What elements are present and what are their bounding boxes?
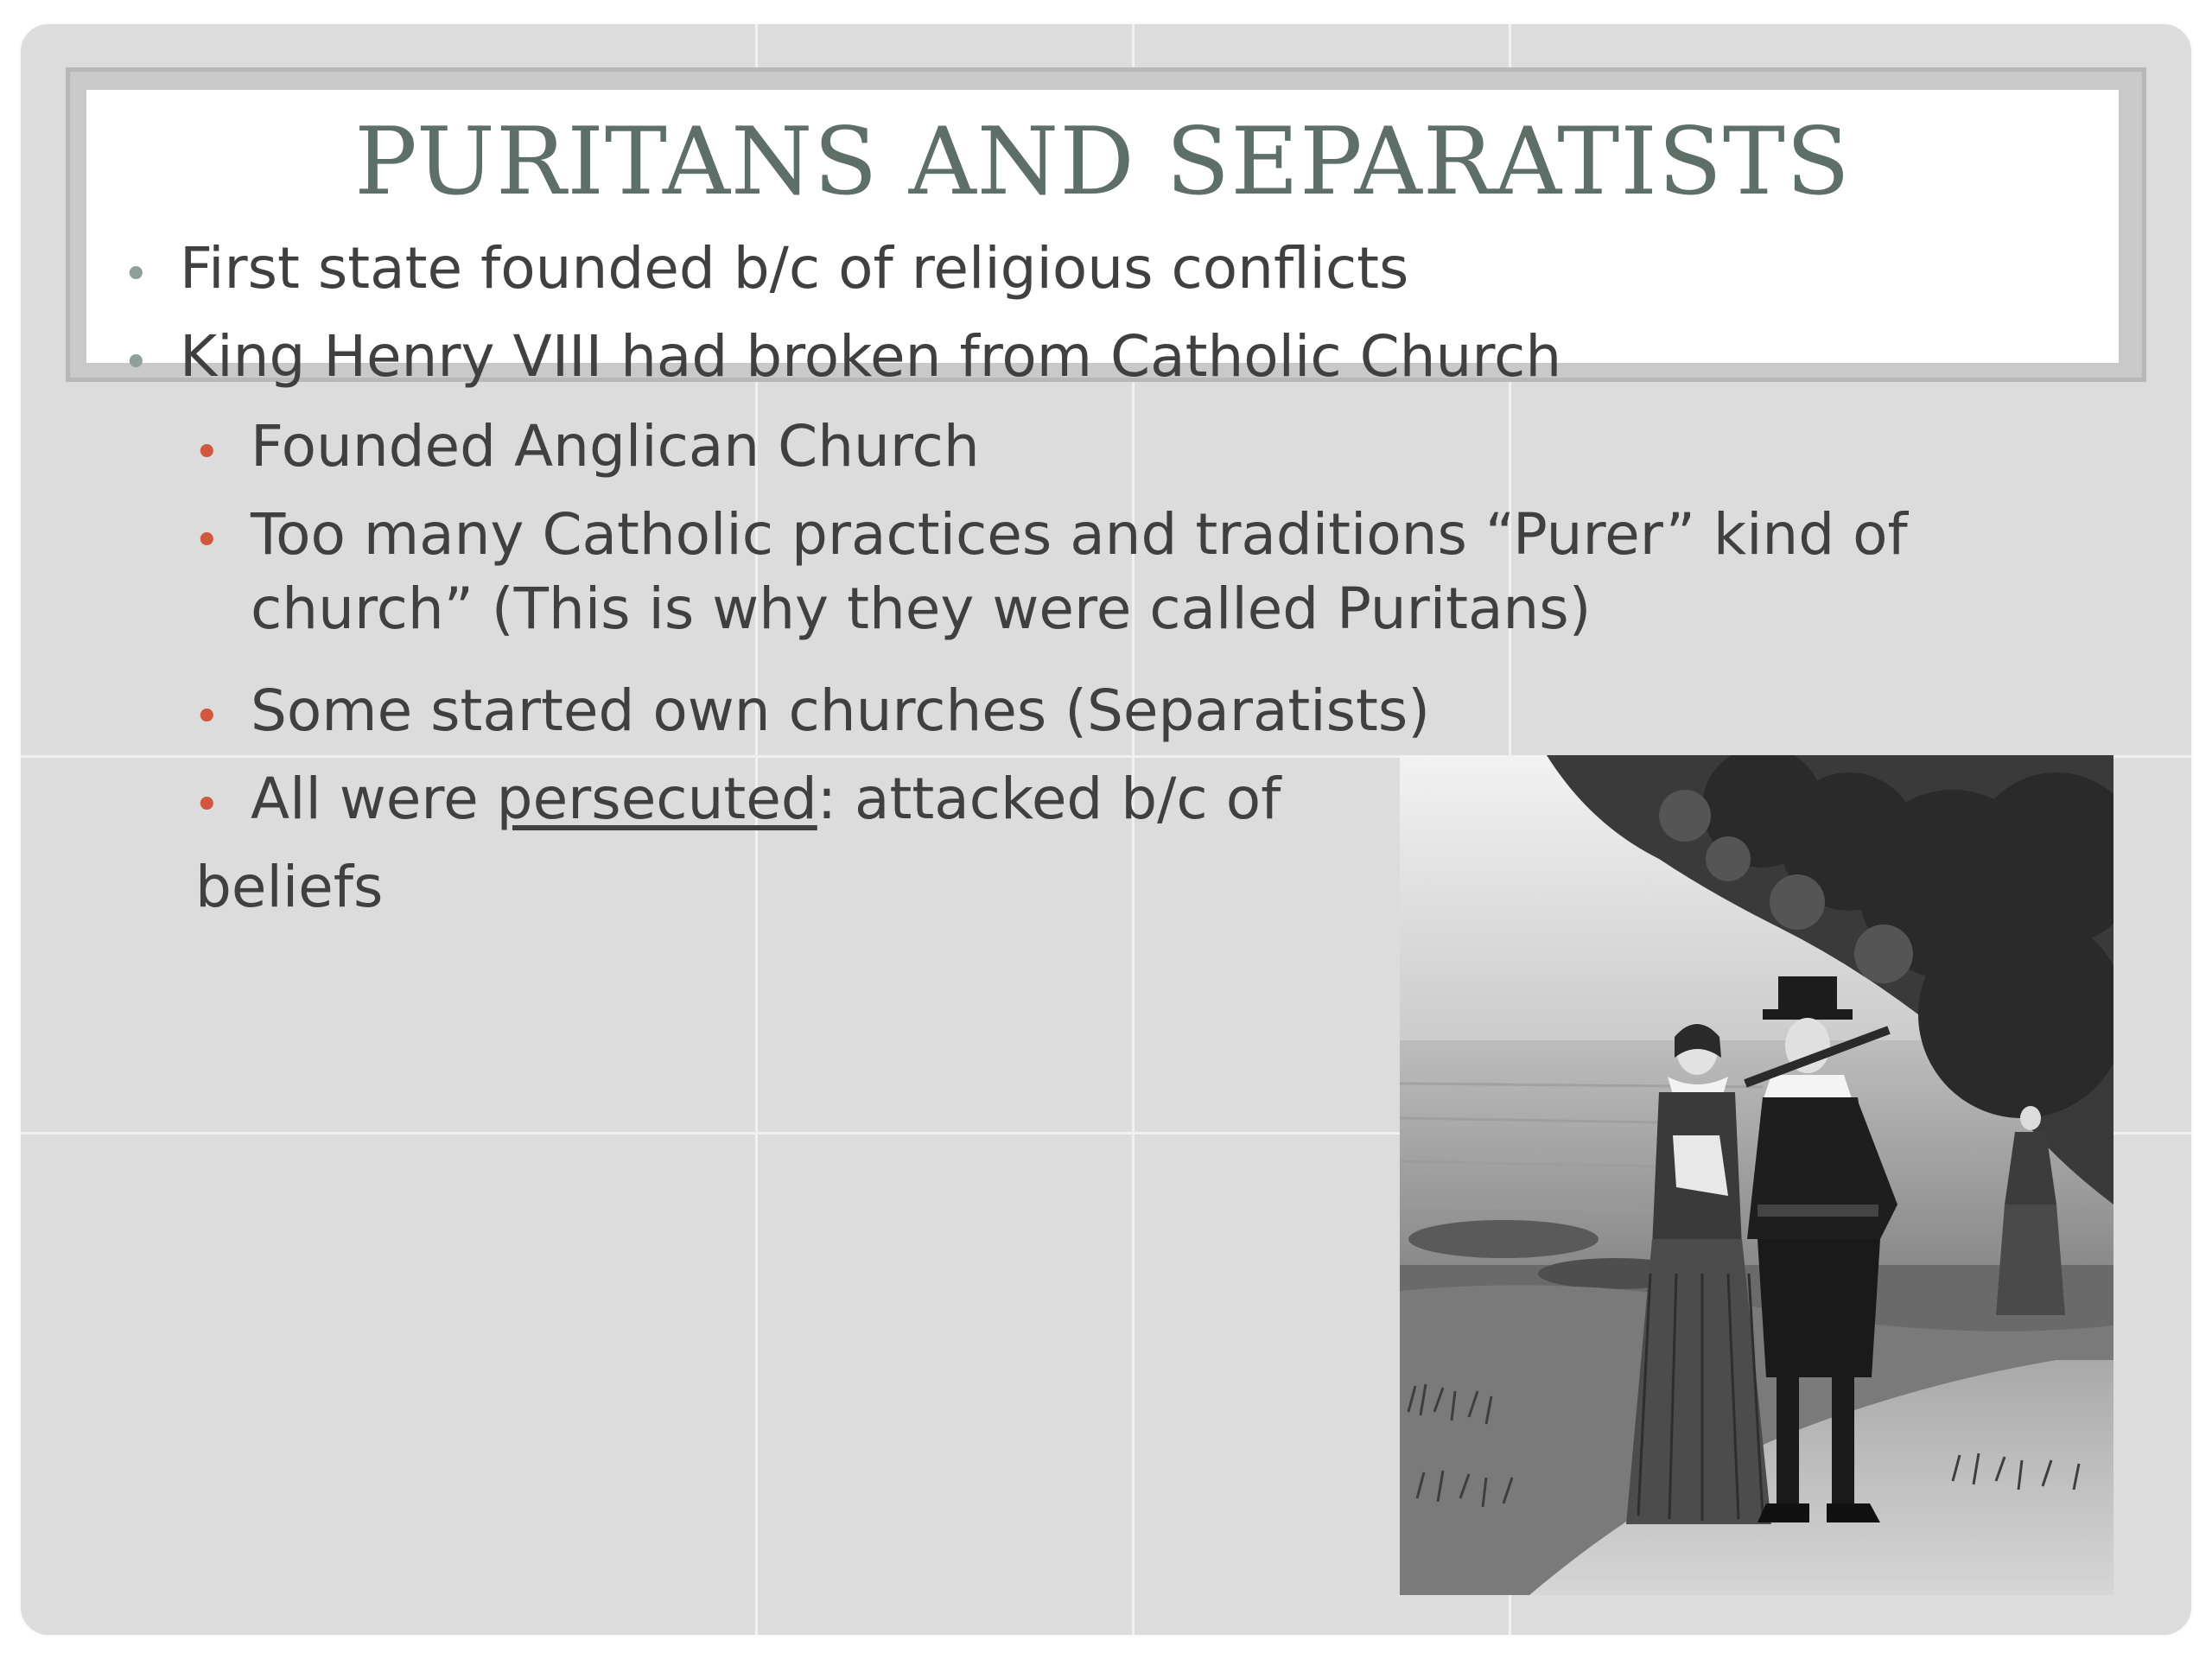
text-segment: All were <box>251 766 497 832</box>
sub-bullet-item-continuation: church” (This is why they were called Puritans) <box>251 575 1592 642</box>
bullet-marker: • <box>123 249 149 301</box>
bullet-item: First state founded b/c of religious conflicts <box>180 235 1409 302</box>
underlined-term: persecuted <box>496 766 817 832</box>
sub-bullet-marker: • <box>194 515 220 567</box>
sub-bullet-item-continuation: beliefs <box>195 854 384 920</box>
sub-bullet-item: Too many Catholic practices and traditions “Purer” kind of <box>251 501 1908 568</box>
sub-bullet-marker: • <box>194 427 220 479</box>
sub-bullet-item <box>251 766 1281 832</box>
slide <box>21 24 2191 1635</box>
slide-title: PURITANS AND SEPARATISTS <box>354 108 1851 216</box>
sub-bullet-marker: • <box>194 691 220 743</box>
sub-bullet-marker: • <box>194 779 220 831</box>
bullet-marker: • <box>123 337 149 389</box>
sub-bullet-item: Some started own churches (Separatists) <box>251 677 1431 744</box>
puritans-illustration <box>1400 755 2113 1595</box>
bullet-item: King Henry VIII had broken from Catholic Church <box>180 323 1562 390</box>
text-segment: : attacked b/c of <box>817 766 1281 832</box>
sub-bullet-item: Founded Anglican Church <box>251 413 980 480</box>
